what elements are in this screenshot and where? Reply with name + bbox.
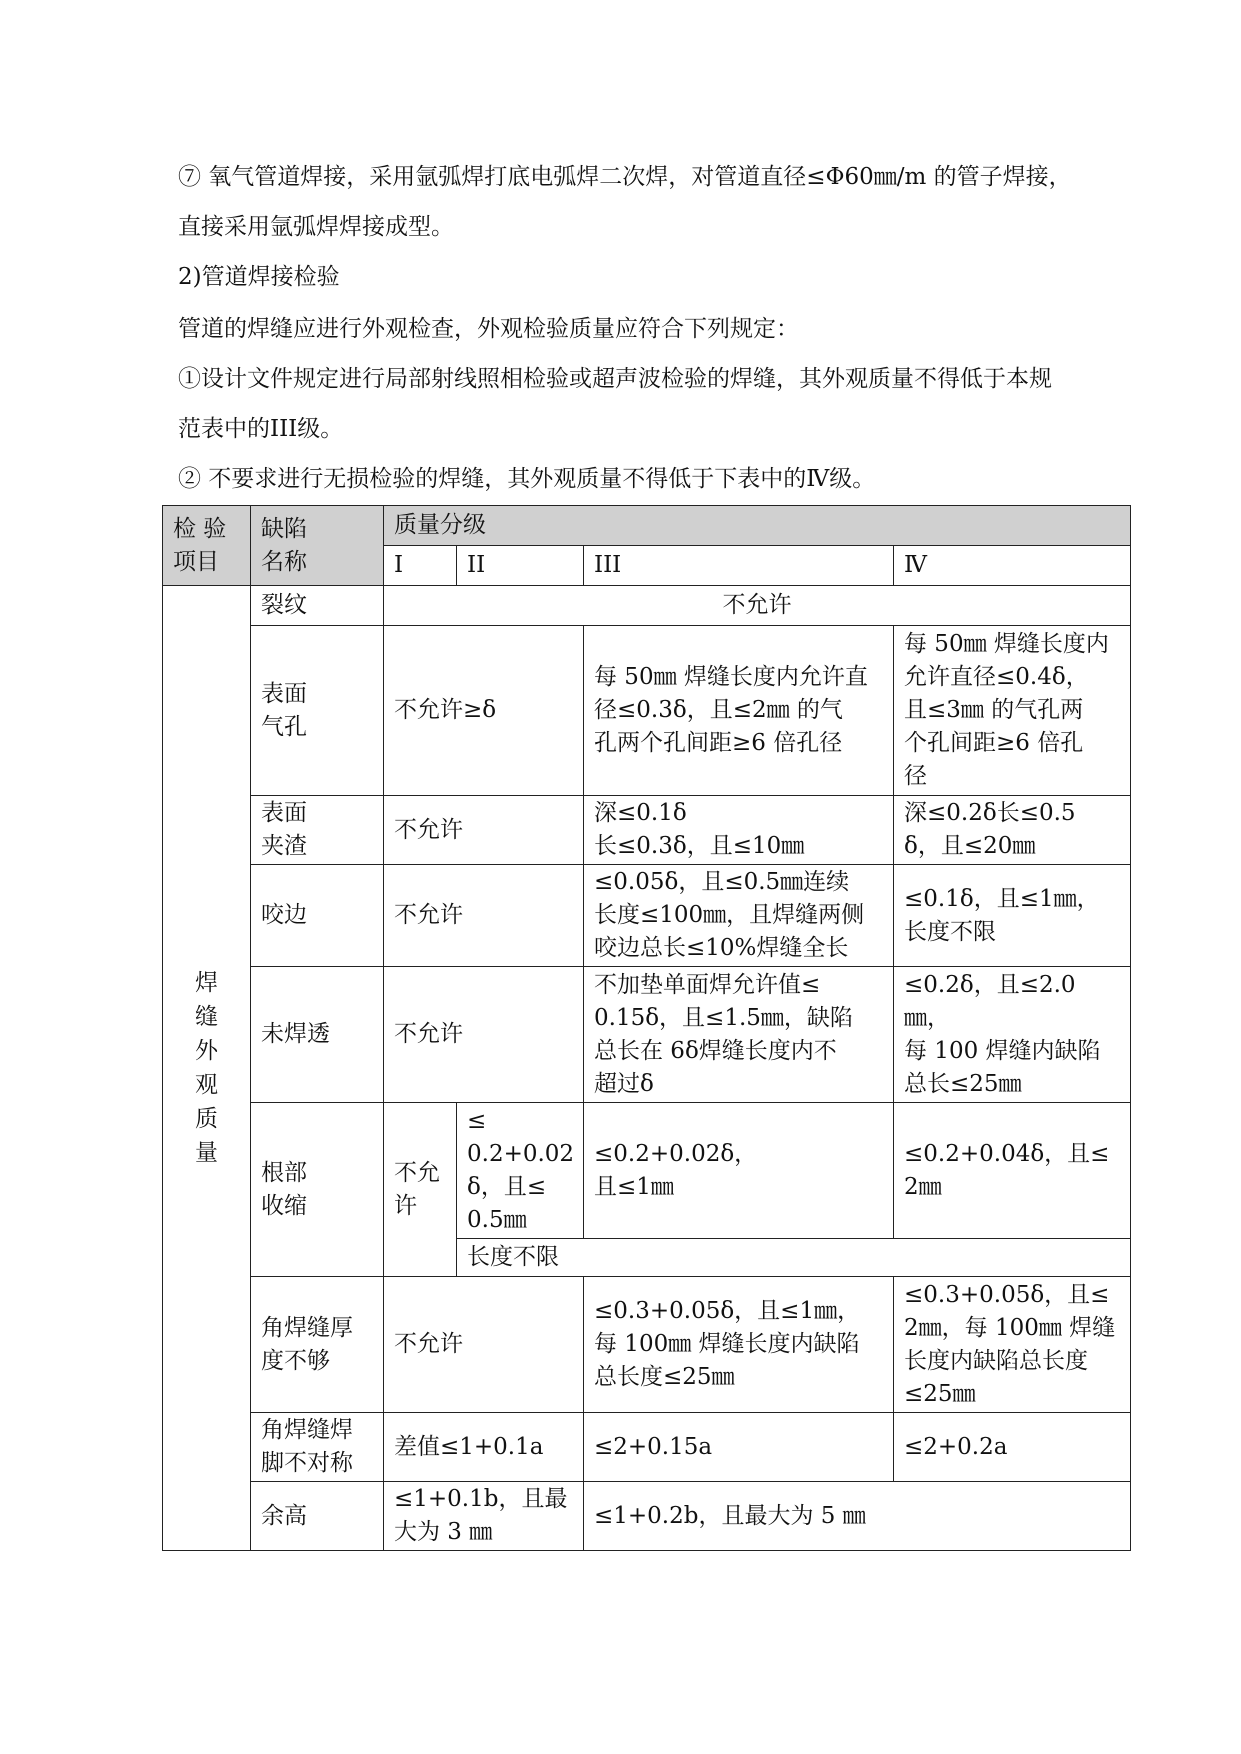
root-g2-line: δ，且≤ <box>467 1173 547 1200</box>
defect-fillet-thickness <box>251 1277 384 1413</box>
filletthk-g4-line: 长度内缺陷总长度 <box>904 1347 1088 1374</box>
lackpen-g3-line: 不加垫单面焊允许值≤ <box>594 971 821 998</box>
section-label: 焊缝外观质量 <box>195 970 218 1166</box>
defect-fillet-asymmetry <box>251 1413 384 1482</box>
filletthk-g3-line: 总长度≤25㎜ <box>594 1364 735 1390</box>
row-fillet-thickness <box>163 1277 1131 1413</box>
undercut-grade-4 <box>894 865 1131 967</box>
root-g2-line: ≤ <box>467 1107 487 1134</box>
root-g4-line: ≤0.2+0.04δ，且≤ <box>904 1140 1110 1167</box>
header-defect-line2: 名称 <box>261 548 307 575</box>
header-item-line2: 项目 <box>173 548 219 575</box>
paragraph-oxygen-pipe-welding: ⑦ 氧气管道焊接，采用氩弧焊打底电弧焊二次焊，对管道直径≤Φ60㎜/m 的管子焊接， <box>178 164 1072 190</box>
filletasym-grade-1-2: 差值≤1+0.1a <box>384 1413 584 1482</box>
filletthk-g4-line: ≤25㎜ <box>904 1380 976 1407</box>
slag-grade-3 <box>584 796 894 865</box>
paragraph-oxygen-pipe-welding-cont: 直接采用氩弧焊焊接成型。 <box>178 214 454 240</box>
root-grade-3 <box>584 1103 894 1239</box>
pore-g4-line: 个孔间距≥6 倍孔 <box>904 730 1084 756</box>
pore-grade-3 <box>584 626 894 796</box>
reinforcement-grade-3-4: ≤1+0.2b，且最大为 5 ㎜ <box>584 1482 1131 1551</box>
filletthk-g4-line: 2㎜，每 100㎜ 焊缝 <box>904 1314 1116 1341</box>
lackpen-g3-line: 总长在 6δ焊缝长度内不 <box>594 1037 837 1064</box>
pore-name-line2: 气孔 <box>261 713 307 740</box>
slag-name-line1: 表面 <box>261 800 307 826</box>
pore-g3-line: 每 50㎜ 焊缝长度内允许直 <box>594 664 868 690</box>
undercut-g3-line: ≤0.05δ，且≤0.5㎜连续 <box>594 869 850 895</box>
crack-all-grades: 不允许 <box>384 586 1131 626</box>
root-length-unlimited: 长度不限 <box>457 1239 1131 1277</box>
defect-lack-of-penetration: 未焊透 <box>251 967 384 1103</box>
lackpen-g4-line: 总长≤25㎜ <box>904 1070 1022 1097</box>
lackpen-g3-line: 超过δ <box>594 1070 654 1097</box>
row-surface-slag <box>163 796 1131 865</box>
defect-reinforcement: 余高 <box>251 1482 384 1551</box>
reinforcement-g12-line: ≤1+0.1b，且最 <box>394 1486 568 1512</box>
lackpen-grade-1-2: 不允许 <box>384 967 584 1103</box>
header-grade-2: II <box>457 546 584 586</box>
slag-grade-1-2: 不允许 <box>384 796 584 865</box>
undercut-g4-line: 长度不限 <box>904 918 996 945</box>
root-g3-line: ≤0.2+0.02δ， <box>594 1140 758 1167</box>
pore-grade-1-2: 不允许≥δ <box>384 626 584 796</box>
paragraph-rule-1-cont: 范表中的III级。 <box>178 416 344 442</box>
lackpen-grade-3 <box>584 967 894 1103</box>
filletasym-name-line: 角焊缝焊 <box>261 1417 353 1443</box>
row-crack <box>163 586 1131 626</box>
row-undercut <box>163 865 1131 967</box>
undercut-grade-3 <box>584 865 894 967</box>
lackpen-g4-line: 每 100 焊缝内缺陷 <box>904 1037 1101 1064</box>
header-quality-grade: 质量分级 <box>384 506 1131 546</box>
row-fillet-asymmetry <box>163 1413 1131 1482</box>
slag-name-line2: 夹渣 <box>261 833 307 859</box>
defect-root-shrinkage <box>251 1103 384 1277</box>
root-grade-1 <box>384 1103 457 1277</box>
filletthk-grade-4 <box>894 1277 1131 1413</box>
weld-quality-table <box>162 505 1131 1551</box>
paragraph-visual-inspection-intro: 管道的焊缝应进行外观检查，外观检验质量应符合下列规定： <box>178 316 799 342</box>
defect-surface-slag <box>251 796 384 865</box>
root-grade-2 <box>457 1103 584 1239</box>
pore-name-line1: 表面 <box>261 680 307 707</box>
paragraph-rule-2: ② 不要求进行无损检验的焊缝，其外观质量不得低于下表中的Ⅳ级。 <box>178 466 876 492</box>
header-grade-4: Ⅳ <box>894 546 1131 586</box>
defect-surface-pore <box>251 626 384 796</box>
lackpen-grade-4 <box>894 967 1131 1103</box>
root-name-line1: 根部 <box>261 1159 307 1186</box>
header-item-line1: 检 验 <box>173 515 227 542</box>
header-defect-name <box>251 506 384 586</box>
header-row-1 <box>163 506 1131 546</box>
root-g1-line: 许 <box>394 1192 417 1219</box>
undercut-grade-1-2: 不允许 <box>384 865 584 967</box>
reinforcement-g12-line: 大为 3 ㎜ <box>394 1519 493 1545</box>
root-g4-line: 2㎜ <box>904 1173 942 1200</box>
filletthk-name-line: 度不够 <box>261 1347 330 1374</box>
slag-g3-line: 深≤0.1δ <box>594 800 687 826</box>
filletthk-grade-3 <box>584 1277 894 1413</box>
paragraph-rule-1: ①设计文件规定进行局部射线照相检验或超声波检验的焊缝，其外观质量不得低于本规 <box>178 366 1052 392</box>
header-inspection-item <box>163 506 251 586</box>
pore-g4-line: 且≤3㎜ 的气孔两 <box>904 697 1084 723</box>
root-name-line2: 收缩 <box>261 1192 307 1219</box>
slag-g4-line: δ，且≤20㎜ <box>904 833 1036 859</box>
filletthk-grade-1-2: 不允许 <box>384 1277 584 1413</box>
root-g2-line: 0.2+0.02 <box>467 1140 575 1167</box>
filletthk-g4-line: ≤0.3+0.05δ，且≤ <box>904 1281 1110 1308</box>
row-surface-pore <box>163 626 1131 796</box>
undercut-g4-line: ≤0.1δ，且≤1㎜， <box>904 885 1100 912</box>
root-grade-4 <box>894 1103 1131 1239</box>
lackpen-g4-line: ≤0.2δ，且≤2.0㎜， <box>904 971 1076 1031</box>
pore-g4-line: 径 <box>904 763 927 789</box>
header-grade-1: I <box>384 546 457 586</box>
row-reinforcement <box>163 1482 1131 1551</box>
defect-undercut: 咬边 <box>251 865 384 967</box>
filletasym-grade-4: ≤2+0.2a <box>894 1413 1131 1482</box>
section-heading-weld-inspection: 2)管道焊接检验 <box>178 264 340 290</box>
undercut-g3-line: 长度≤100㎜，且焊缝两侧 <box>594 902 865 928</box>
undercut-g3-line: 咬边总长≤10%焊缝全长 <box>594 935 849 961</box>
reinforcement-grade-1-2 <box>384 1482 584 1551</box>
lackpen-g3-line: 0.15δ，且≤1.5㎜，缺陷 <box>594 1004 853 1031</box>
row-lack-of-penetration <box>163 967 1131 1103</box>
pore-g4-line: 允许直径≤0.4δ， <box>904 664 1089 690</box>
slag-g3-line: 长≤0.3δ，且≤10㎜ <box>594 833 805 859</box>
filletasym-name-line: 脚不对称 <box>261 1450 353 1476</box>
slag-grade-4 <box>894 796 1131 865</box>
filletasym-grade-3: ≤2+0.15a <box>584 1413 894 1482</box>
root-g1-line: 不允 <box>394 1159 440 1186</box>
header-defect-line1: 缺陷 <box>261 515 307 542</box>
filletthk-g3-line: 每 100㎜ 焊缝长度内缺陷 <box>594 1331 860 1357</box>
pore-g4-line: 每 50㎜ 焊缝长度内 <box>904 631 1109 657</box>
header-grade-3: III <box>584 546 894 586</box>
pore-grade-4 <box>894 626 1131 796</box>
filletthk-g3-line: ≤0.3+0.05δ，且≤1㎜， <box>594 1298 861 1324</box>
row-root-shrinkage <box>163 1103 1131 1239</box>
filletthk-name-line: 角焊缝厚 <box>261 1314 353 1341</box>
root-g2-line: 0.5㎜ <box>467 1206 527 1233</box>
root-g3-line: 且≤1㎜ <box>594 1173 674 1200</box>
slag-g4-line: 深≤0.2δ长≤0.5 <box>904 800 1076 826</box>
pore-g3-line: 孔两个孔间距≥6 倍孔径 <box>594 730 843 756</box>
pore-g3-line: 径≤0.3δ，且≤2㎜ 的气 <box>594 697 843 723</box>
defect-crack: 裂纹 <box>251 586 384 626</box>
section-weld-appearance <box>163 586 251 1551</box>
